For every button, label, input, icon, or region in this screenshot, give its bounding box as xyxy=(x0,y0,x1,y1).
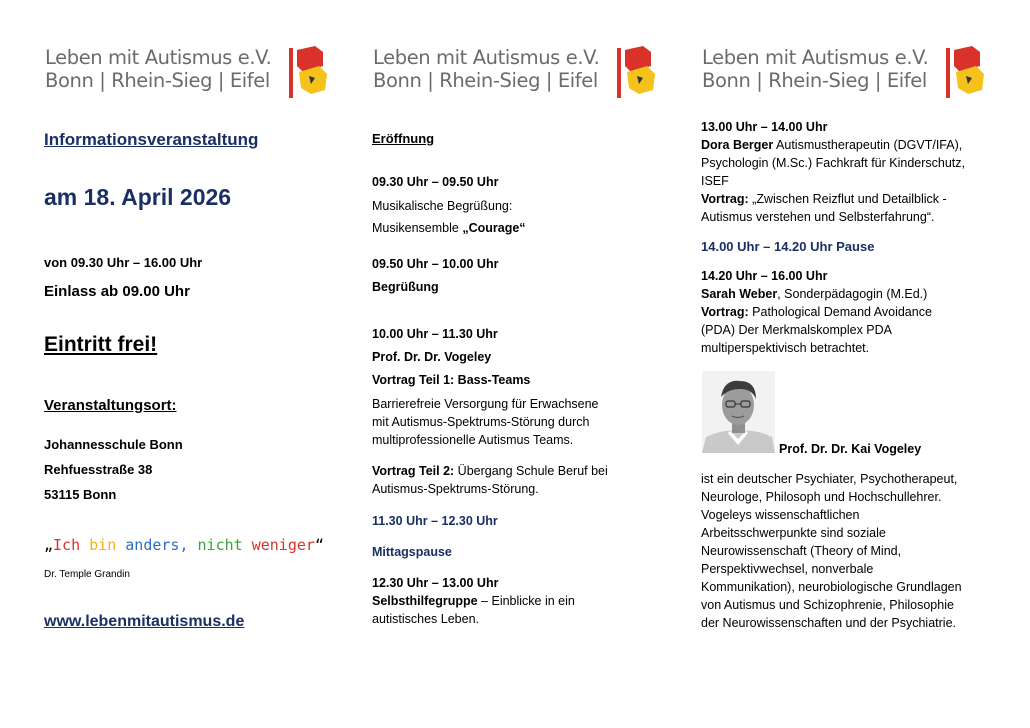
ensemble-label: Musikensemble xyxy=(372,221,463,235)
session-time: 09.30 Uhr – 09.50 Uhr xyxy=(372,175,499,189)
event-time: von 09.30 Uhr – 16.00 Uhr xyxy=(44,255,203,270)
talk-2 xyxy=(372,464,608,478)
logo-icon xyxy=(617,44,657,100)
talk-2-text: Übergang Schule Beruf bei xyxy=(454,464,608,478)
event-date: am 18. April 2026 xyxy=(44,184,232,210)
session-time: 13.00 Uhr – 14.00 Uhr xyxy=(701,120,828,134)
quote-word: anders, xyxy=(125,536,189,554)
session-text xyxy=(372,594,575,608)
session-text: Musikalische Begrüßung: xyxy=(372,199,513,213)
talk-desc: Autismus-Spektrums-Störung. xyxy=(372,482,539,496)
quote-word: weniger xyxy=(251,536,315,554)
logo-line-2: Bonn | Rhein-Sieg | Eifel xyxy=(45,69,270,92)
selfhelp-text: – Einblicke in ein xyxy=(477,594,575,608)
column-3 xyxy=(685,0,1030,728)
session-time: 10.00 Uhr – 11.30 Uhr xyxy=(372,327,498,341)
logo-line-1: Leben mit Autismus e.V. xyxy=(702,46,929,69)
talk-text: „Zwischen Reizflut und Detailblick - xyxy=(748,192,947,206)
venue-city: 53115 Bonn xyxy=(44,487,117,502)
session-time: 14.20 Uhr – 16.00 Uhr xyxy=(701,269,828,283)
talk-desc: multiprofessionelle Autismus Teams. xyxy=(372,433,574,447)
talk-2-label: Vortrag Teil 2: xyxy=(372,464,455,478)
speaker-line xyxy=(701,138,962,152)
free-entry: Eintritt frei! xyxy=(44,333,158,356)
quote-author: Dr. Temple Grandin xyxy=(44,569,130,580)
speaker-role: Autismustherapeutin (DGVT/IFA), xyxy=(773,138,963,152)
bio-line: Perspektivwechsel, nonverbale xyxy=(701,562,874,576)
logo xyxy=(702,44,992,102)
talk-label: Vortrag: xyxy=(701,305,749,319)
column-2 xyxy=(345,0,685,728)
talk-title: Vortrag Teil 1: Bass-Teams xyxy=(372,373,531,387)
session-time: 11.30 Uhr – 12.30 Uhr xyxy=(372,514,498,528)
talk-text: multiperspektivisch betrachtet. xyxy=(701,341,870,355)
quote-open: „ xyxy=(44,536,54,554)
talk-text: Pathological Demand Avoidance xyxy=(748,305,932,319)
logo-icon xyxy=(289,44,329,100)
speaker-name: Sarah Weber xyxy=(701,287,778,301)
admission-time: Einlass ab 09.00 Uhr xyxy=(44,283,190,300)
session-time: 09.50 Uhr – 10.00 Uhr xyxy=(372,257,499,271)
session-time: 12.30 Uhr – 13.00 Uhr xyxy=(372,576,499,590)
venue-heading: Veranstaltungsort: xyxy=(44,397,177,414)
logo xyxy=(45,44,335,102)
bio-line: Arbeitsschwerpunkte sind soziale xyxy=(701,526,886,540)
session-title: Begrüßung xyxy=(372,280,439,294)
selfhelp-label: Selbsthilfegruppe xyxy=(372,594,478,608)
speaker-line xyxy=(701,287,927,301)
speaker-photo xyxy=(702,371,775,453)
speaker-role: Psychologin (M.Sc.) Fachkraft für Kinderschutz, xyxy=(701,156,965,170)
logo-line-2: Bonn | Rhein-Sieg | Eifel xyxy=(702,69,927,92)
quote-word: Ich xyxy=(53,536,81,554)
quote xyxy=(44,536,324,554)
ensemble-name: „Courage“ xyxy=(462,221,526,235)
bio-line: ist ein deutscher Psychiater, Psychotherapeut, xyxy=(701,472,958,486)
bio-name: Prof. Dr. Dr. Kai Vogeley xyxy=(779,442,922,456)
bio-line: von Autismus und Schizophrenie, Philosophie xyxy=(701,598,954,612)
talk-line xyxy=(701,192,947,206)
talk-desc: Barrierefreie Versorgung für Erwachsene xyxy=(372,397,599,411)
speaker-role: ISEF xyxy=(701,174,729,188)
bio-line: Vogeleys wissenschaftlichen xyxy=(701,508,860,522)
speaker-role: , Sonderpädagogin (M.Ed.) xyxy=(777,287,928,301)
event-heading: Informationsveranstaltung xyxy=(44,130,259,149)
website-link[interactable]: www.lebenmitautismus.de xyxy=(44,613,245,630)
session-title: Mittagspause xyxy=(372,545,452,559)
logo-line-1: Leben mit Autismus e.V. xyxy=(45,46,272,69)
talk-desc: mit Autismus-Spektrums-Störung durch xyxy=(372,415,590,429)
venue-name: Johannesschule Bonn xyxy=(44,437,183,452)
speaker-name: Dora Berger xyxy=(701,138,774,152)
talk-line xyxy=(701,305,932,319)
quote-word: nicht xyxy=(197,536,243,554)
talk-label: Vortrag: xyxy=(701,192,749,206)
session-text: autistisches Leben. xyxy=(372,612,480,626)
bio-line: Neurowissenschaft (Theory of Mind, xyxy=(701,544,902,558)
bio-line: der Neurowissenschaften und der Psychiatrie. xyxy=(701,616,956,630)
bio-line: Kommunikation), neurobiologische Grundlagen xyxy=(701,580,962,594)
column-1 xyxy=(0,0,345,728)
session-speaker: Prof. Dr. Dr. Vogeley xyxy=(372,350,492,364)
talk-text: (PDA) Der Merkmalskomplex PDA xyxy=(701,323,893,337)
logo-icon xyxy=(946,44,986,100)
opening-heading: Eröffnung xyxy=(372,131,435,146)
bio-line: Neurologe, Philosoph und Hochschullehrer. xyxy=(701,490,942,504)
pause-time: 14.00 Uhr – 14.20 Uhr Pause xyxy=(701,239,875,254)
logo-line-1: Leben mit Autismus e.V. xyxy=(373,46,600,69)
talk-text: Autismus verstehen und Selbsterfahrung“. xyxy=(701,210,935,224)
logo xyxy=(373,44,663,102)
venue-street: Rehfuesstraße 38 xyxy=(44,462,153,477)
quote-close: “ xyxy=(314,536,324,554)
logo-line-2: Bonn | Rhein-Sieg | Eifel xyxy=(373,69,598,92)
quote-word: bin xyxy=(89,536,117,554)
session-text xyxy=(372,221,526,235)
